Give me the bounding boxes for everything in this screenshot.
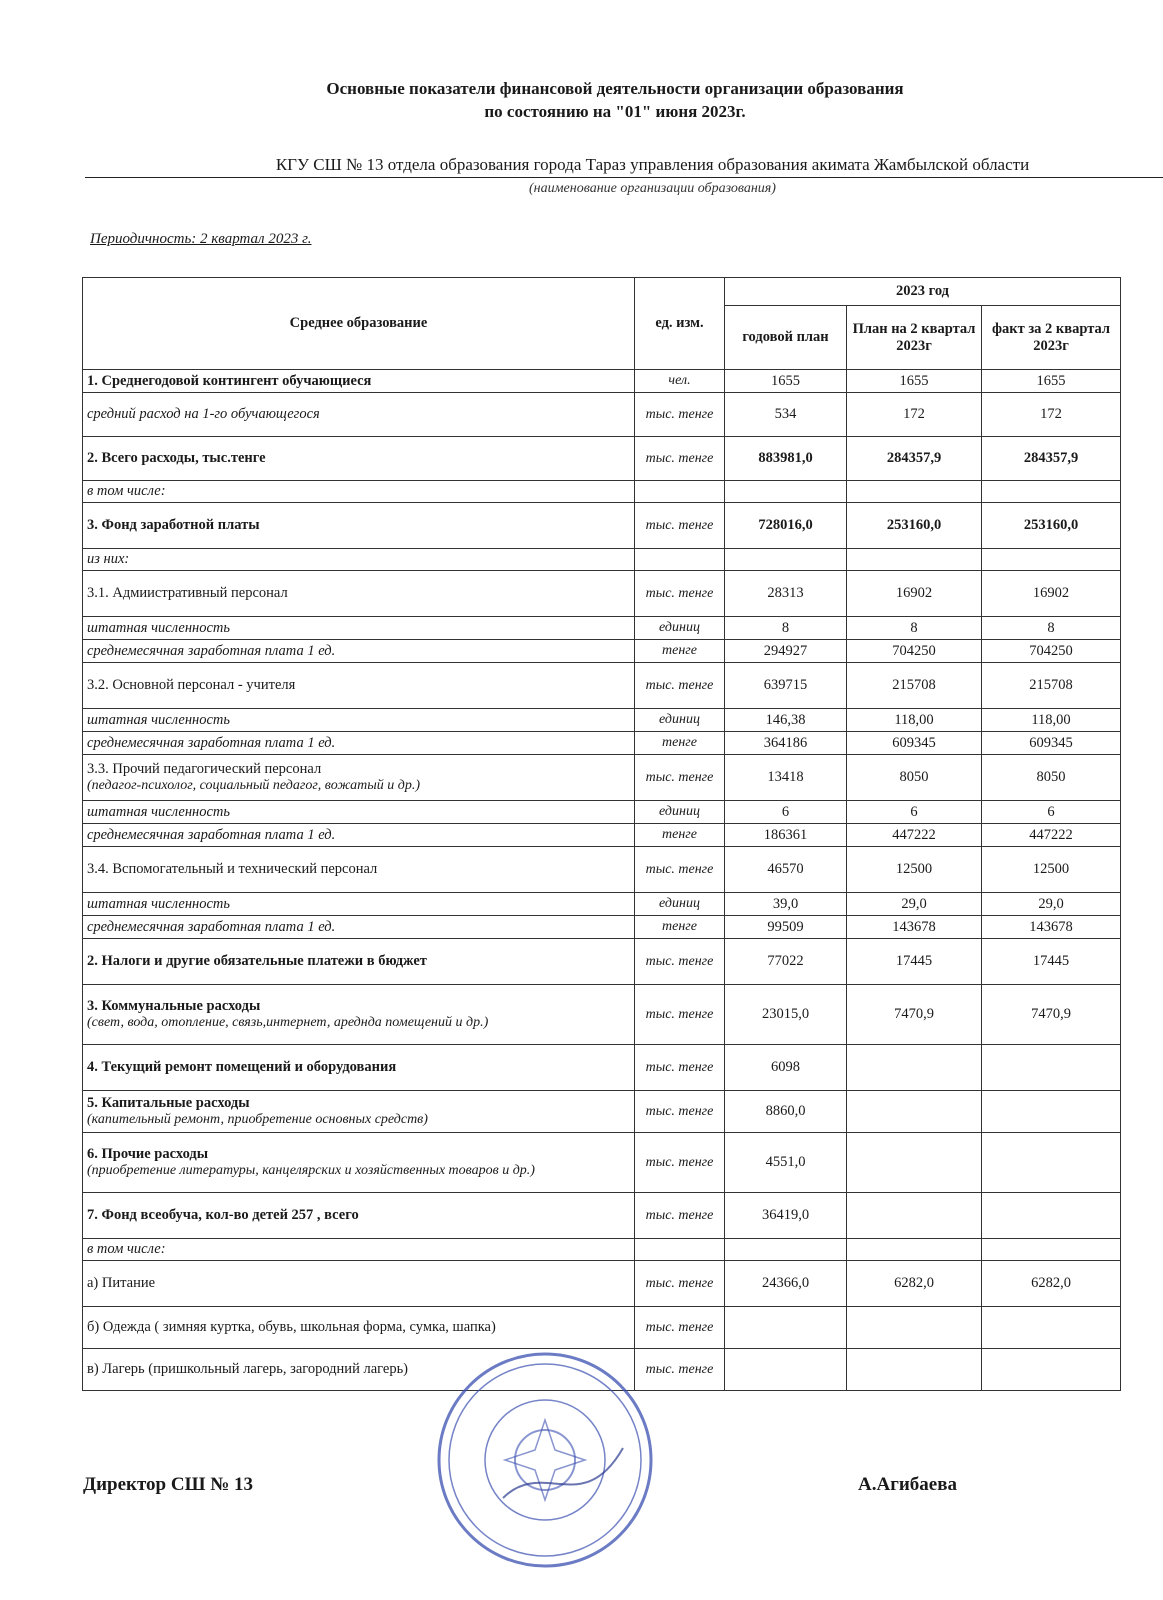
document-date-line: по состоянию на "01" июня 2023г. xyxy=(484,102,746,121)
row-label xyxy=(83,824,635,847)
table-row xyxy=(83,640,1121,663)
row-label xyxy=(83,709,635,732)
table-row xyxy=(83,1091,1121,1133)
cell-plan: 728016,0 xyxy=(725,503,847,549)
cell-q2plan: 447222 xyxy=(847,824,982,847)
cell-q2fact: 704250 xyxy=(982,640,1121,663)
row-label-text: 6. Прочие расходы xyxy=(87,1146,209,1162)
table-row xyxy=(83,503,1121,549)
row-label-text: 3.2. Основной персонал - учителя xyxy=(87,677,296,693)
row-label-text: среднемесячная заработная плата 1 ед. xyxy=(87,642,336,659)
cell-plan: 24366,0 xyxy=(725,1261,847,1307)
cell-q2plan xyxy=(847,481,982,503)
cell-plan xyxy=(725,549,847,571)
cell-q2fact: 118,00 xyxy=(982,709,1121,732)
cell-q2fact xyxy=(982,549,1121,571)
row-unit: единиц xyxy=(635,893,725,916)
cell-q2fact xyxy=(982,1193,1121,1239)
row-label-text: 4. Текущий ремонт помещений и оборудования xyxy=(87,1059,397,1075)
row-unit: тенге xyxy=(635,916,725,939)
table-row xyxy=(83,1133,1121,1193)
row-label-text: штатная численность xyxy=(87,619,230,636)
row-sublabel: (свет, вода, отопление, связь,интернет, аредндa помещений и др.) xyxy=(87,1015,489,1030)
cell-plan: 13418 xyxy=(725,755,847,801)
table-row xyxy=(83,709,1121,732)
cell-plan: 23015,0 xyxy=(725,985,847,1045)
table-row xyxy=(83,755,1121,801)
row-label-text: 1. Среднегодовой контингент обучающиеся xyxy=(87,372,372,389)
row-label-text: 3.3. Прочий педагогический персонал xyxy=(87,761,322,777)
cell-q2fact xyxy=(982,1045,1121,1091)
row-label-text: 7. Фонд всеобуча, кол-во детей 257 , всего xyxy=(87,1207,359,1223)
table-row xyxy=(83,985,1121,1045)
cell-q2fact: 1655 xyxy=(982,370,1121,393)
cell-plan: 8860,0 xyxy=(725,1091,847,1133)
col-header-annual-plan: годовой план xyxy=(725,306,847,370)
cell-q2fact: 253160,0 xyxy=(982,503,1121,549)
table-row xyxy=(83,1307,1121,1349)
cell-q2plan xyxy=(847,1133,982,1193)
row-label xyxy=(83,393,635,437)
cell-q2fact: 172 xyxy=(982,393,1121,437)
row-unit: тенге xyxy=(635,640,725,663)
cell-plan: 46570 xyxy=(725,847,847,893)
row-unit: тыс. тенге xyxy=(635,985,725,1045)
cell-plan: 294927 xyxy=(725,640,847,663)
financial-indicators-table xyxy=(82,277,1121,1391)
cell-plan: 883981,0 xyxy=(725,437,847,481)
cell-q2fact: 6 xyxy=(982,801,1121,824)
row-label-text: среднемесячная заработная плата 1 ед. xyxy=(87,826,336,843)
table-row xyxy=(83,663,1121,709)
cell-q2fact xyxy=(982,1349,1121,1391)
table-row xyxy=(83,1045,1121,1091)
col-header-name: Среднее образование xyxy=(83,278,635,370)
row-sublabel: (педагог-психолог, социальный педагог, вожатый и др.) xyxy=(87,778,421,793)
row-unit: тыс. тенге xyxy=(635,571,725,617)
table-row xyxy=(83,393,1121,437)
row-label xyxy=(83,1193,635,1239)
row-label-text: из них: xyxy=(87,551,130,567)
cell-q2fact: 6282,0 xyxy=(982,1261,1121,1307)
cell-q2fact: 16902 xyxy=(982,571,1121,617)
col-header-year: 2023 год xyxy=(725,278,1121,306)
cell-q2plan xyxy=(847,1091,982,1133)
col-header-q2-fact: факт за 2 квартал 2023г xyxy=(982,306,1121,370)
cell-q2plan xyxy=(847,1349,982,1391)
row-unit: тыс. тенге xyxy=(635,1193,725,1239)
cell-q2plan: 8 xyxy=(847,617,982,640)
cell-q2plan: 284357,9 xyxy=(847,437,982,481)
cell-plan: 28313 xyxy=(725,571,847,617)
row-unit: чел. xyxy=(635,370,725,393)
row-unit: тыс. тенге xyxy=(635,663,725,709)
row-unit: тыс. тенге xyxy=(635,1133,725,1193)
cell-q2fact: 29,0 xyxy=(982,893,1121,916)
row-label xyxy=(83,549,635,571)
row-label-text: среднемесячная заработная плата 1 ед. xyxy=(87,918,336,935)
table-row xyxy=(83,732,1121,755)
row-unit xyxy=(635,1239,725,1261)
row-label xyxy=(83,437,635,481)
row-unit: тыс. тенге xyxy=(635,1091,725,1133)
cell-plan xyxy=(725,1349,847,1391)
cell-q2plan: 1655 xyxy=(847,370,982,393)
cell-q2fact xyxy=(982,1239,1121,1261)
table-body xyxy=(83,370,1121,1391)
table-row xyxy=(83,847,1121,893)
row-label xyxy=(83,370,635,393)
row-unit: тыс. тенге xyxy=(635,503,725,549)
cell-plan: 1655 xyxy=(725,370,847,393)
cell-q2plan: 215708 xyxy=(847,663,982,709)
row-label xyxy=(83,893,635,916)
row-label-text: среднемесячная заработная плата 1 ед. xyxy=(87,734,336,751)
table-row xyxy=(83,801,1121,824)
cell-q2fact xyxy=(982,1133,1121,1193)
row-label-text: а) Питание xyxy=(87,1275,156,1291)
cell-plan: 8 xyxy=(725,617,847,640)
table-row xyxy=(83,437,1121,481)
cell-plan: 6 xyxy=(725,801,847,824)
row-unit: единиц xyxy=(635,617,725,640)
table-row xyxy=(83,1239,1121,1261)
cell-q2plan: 118,00 xyxy=(847,709,982,732)
row-unit: тыс. тенге xyxy=(635,939,725,985)
row-label-text: штатная численность xyxy=(87,711,230,728)
cell-plan xyxy=(725,1307,847,1349)
cell-q2plan: 253160,0 xyxy=(847,503,982,549)
cell-q2plan: 609345 xyxy=(847,732,982,755)
cell-q2plan xyxy=(847,1307,982,1349)
row-unit: тыс. тенге xyxy=(635,847,725,893)
row-label-text: в) Лагерь (пришкольный лагерь, загородний лагерь) xyxy=(87,1361,409,1377)
cell-q2plan xyxy=(847,549,982,571)
row-label-text: 3. Фонд заработной платы xyxy=(87,517,260,533)
cell-q2plan: 7470,9 xyxy=(847,985,982,1045)
row-label xyxy=(83,1239,635,1261)
table-row xyxy=(83,370,1121,393)
row-label xyxy=(83,755,635,801)
table-row xyxy=(83,617,1121,640)
row-label xyxy=(83,663,635,709)
cell-plan: 4551,0 xyxy=(725,1133,847,1193)
cell-plan: 364186 xyxy=(725,732,847,755)
director-title: Директор СШ № 13 xyxy=(83,1474,254,1495)
cell-q2plan: 8050 xyxy=(847,755,982,801)
row-label xyxy=(83,1261,635,1307)
row-label-text: 2. Всего расходы, тыс.тенге xyxy=(87,450,266,466)
row-label-text: штатная численность xyxy=(87,803,230,820)
cell-q2plan: 29,0 xyxy=(847,893,982,916)
cell-q2fact xyxy=(982,1307,1121,1349)
cell-q2fact: 447222 xyxy=(982,824,1121,847)
row-label xyxy=(83,640,635,663)
row-sublabel: (капительный ремонт, приобретение основных средств) xyxy=(87,1112,428,1127)
cell-q2fact: 284357,9 xyxy=(982,437,1121,481)
row-unit: тенге xyxy=(635,824,725,847)
row-label xyxy=(83,939,635,985)
table-row xyxy=(83,916,1121,939)
row-label xyxy=(83,571,635,617)
row-unit xyxy=(635,549,725,571)
row-label xyxy=(83,732,635,755)
cell-q2plan xyxy=(847,1239,982,1261)
document-title: Основные показатели финансовой деятельности организации образования xyxy=(326,79,904,98)
table-row xyxy=(83,1193,1121,1239)
cell-q2plan xyxy=(847,1045,982,1091)
cell-plan: 146,38 xyxy=(725,709,847,732)
table-row xyxy=(83,571,1121,617)
cell-q2plan: 6 xyxy=(847,801,982,824)
col-header-q2-plan: План на 2 квартал 2023г xyxy=(847,306,982,370)
cell-q2fact: 8 xyxy=(982,617,1121,640)
row-label-text: 3. Коммунальные расходы xyxy=(87,998,261,1014)
row-label xyxy=(83,801,635,824)
row-label-text: в том числе: xyxy=(87,1241,166,1257)
row-label-text: 2. Налоги и другие обязательные платежи в бюджет xyxy=(87,953,427,969)
round-stamp-icon xyxy=(433,1348,657,1572)
cell-q2fact: 7470,9 xyxy=(982,985,1121,1045)
cell-q2fact: 215708 xyxy=(982,663,1121,709)
cell-q2plan: 6282,0 xyxy=(847,1261,982,1307)
row-label-text: штатная численность xyxy=(87,895,230,912)
cell-plan xyxy=(725,1239,847,1261)
row-unit: тыс. тенге xyxy=(635,1045,725,1091)
cell-plan: 77022 xyxy=(725,939,847,985)
row-label xyxy=(83,847,635,893)
row-label-text: 3.1. Адмиистративный персонал xyxy=(87,585,288,601)
cell-q2fact: 143678 xyxy=(982,916,1121,939)
table-row xyxy=(83,481,1121,503)
cell-plan: 99509 xyxy=(725,916,847,939)
row-unit: тыс. тенге xyxy=(635,437,725,481)
row-unit xyxy=(635,481,725,503)
cell-plan: 36419,0 xyxy=(725,1193,847,1239)
row-unit: тенге xyxy=(635,732,725,755)
cell-q2plan: 172 xyxy=(847,393,982,437)
row-label-text: б) Одежда ( зимняя куртка, обувь, школьная форма, сумка, шапка) xyxy=(87,1319,496,1335)
cell-q2plan: 704250 xyxy=(847,640,982,663)
director-name: А.Агибаева xyxy=(858,1474,957,1495)
row-label xyxy=(83,916,635,939)
table-row xyxy=(83,939,1121,985)
cell-q2fact: 17445 xyxy=(982,939,1121,985)
cell-plan: 39,0 xyxy=(725,893,847,916)
row-label-text: 5. Капитальные расходы xyxy=(87,1095,250,1111)
cell-q2plan: 16902 xyxy=(847,571,982,617)
table-row xyxy=(83,824,1121,847)
row-label xyxy=(83,481,635,503)
cell-plan: 186361 xyxy=(725,824,847,847)
row-unit: единиц xyxy=(635,709,725,732)
cell-q2fact: 12500 xyxy=(982,847,1121,893)
row-unit: тыс. тенге xyxy=(635,755,725,801)
row-unit: тыс. тенге xyxy=(635,393,725,437)
cell-q2plan: 12500 xyxy=(847,847,982,893)
row-label xyxy=(83,617,635,640)
cell-q2fact xyxy=(982,481,1121,503)
row-label-text: 3.4. Вспомогательный и технический персонал xyxy=(87,861,378,877)
table-row xyxy=(83,549,1121,571)
cell-plan: 639715 xyxy=(725,663,847,709)
table-row xyxy=(83,1261,1121,1307)
row-unit: единиц xyxy=(635,801,725,824)
cell-q2plan: 143678 xyxy=(847,916,982,939)
cell-q2fact: 8050 xyxy=(982,755,1121,801)
row-unit: тыс. тенге xyxy=(635,1349,725,1391)
organization-caption: (наименование организации образования) xyxy=(529,181,776,196)
row-sublabel: (приобретение литературы, канцелярских и хозяйственных товаров и др.) xyxy=(87,1163,535,1178)
row-unit: тыс. тенге xyxy=(635,1261,725,1307)
row-label-text: средний расход на 1-го обучающегося xyxy=(87,406,320,422)
cell-plan: 6098 xyxy=(725,1045,847,1091)
cell-q2fact xyxy=(982,1091,1121,1133)
cell-q2plan: 17445 xyxy=(847,939,982,985)
row-label-text: в том числе: xyxy=(87,483,166,499)
row-label xyxy=(83,1091,635,1133)
row-label xyxy=(83,1133,635,1193)
cell-plan xyxy=(725,481,847,503)
cell-q2fact: 609345 xyxy=(982,732,1121,755)
row-unit: тыс. тенге xyxy=(635,1307,725,1349)
organization-name: КГУ СШ № 13 отдела образования города Тараз управления образования акимата Жамбылской области xyxy=(85,155,1163,178)
periodicity: Периодичность: 2 квартал 2023 г. xyxy=(90,231,312,247)
cell-plan: 534 xyxy=(725,393,847,437)
row-label xyxy=(83,1307,635,1349)
table-row xyxy=(83,893,1121,916)
row-label xyxy=(83,1045,635,1091)
col-header-unit: ед. изм. xyxy=(635,278,725,370)
cell-q2plan xyxy=(847,1193,982,1239)
row-label xyxy=(83,503,635,549)
row-label xyxy=(83,985,635,1045)
